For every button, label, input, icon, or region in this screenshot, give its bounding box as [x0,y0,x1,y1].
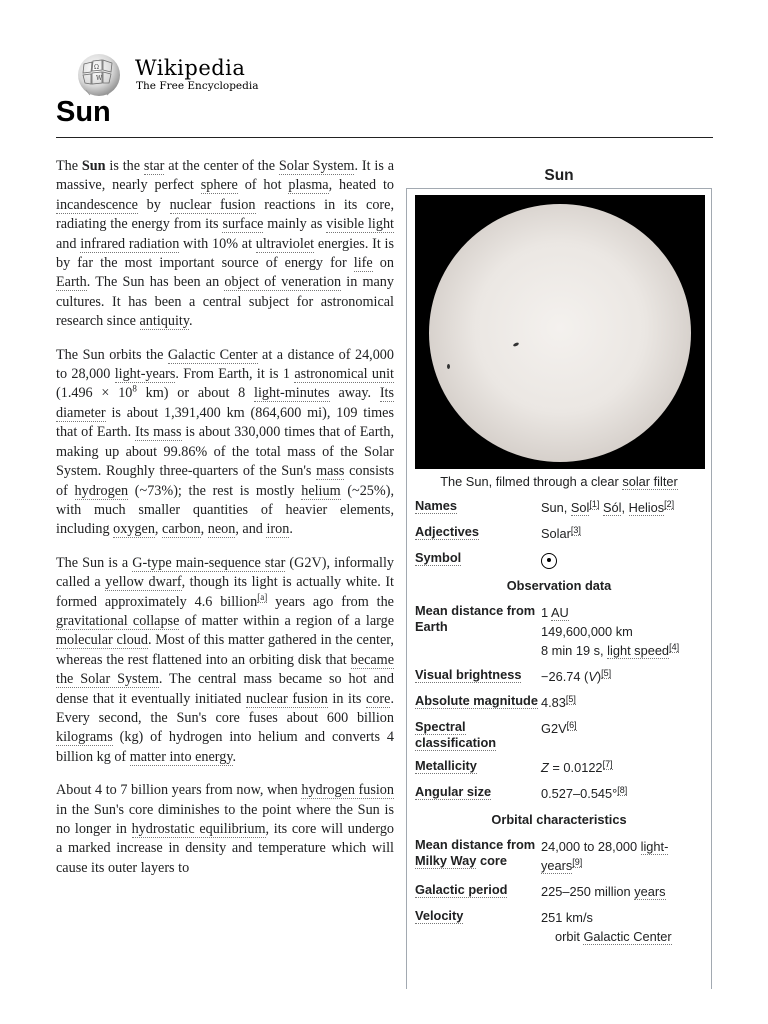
label-absolute-magnitude[interactable]: Absolute magnitude [415,693,538,708]
link-oxygen[interactable]: oxygen [113,521,155,538]
value: Solar [541,526,571,541]
ref-4[interactable]: [4] [669,641,680,652]
text: , though its light is actually white. It formed approximately 4.6 billion [56,574,394,610]
link-nuclear-fusion[interactable]: nuclear fusion [169,196,256,213]
text: , [200,521,208,538]
text: −26.74 ( [541,669,589,684]
infobox-table [415,495,703,950]
text: is the [105,158,144,174]
text: 251 km/s [541,910,593,925]
link-mass[interactable]: mass [316,463,345,480]
value: G2V [541,721,567,736]
link-milky-way[interactable]: Milky Way [415,853,477,868]
text: , and [235,521,267,538]
value: 4.83 [541,695,566,710]
page-title: Sun [56,96,111,128]
link-kilograms[interactable]: kilograms [56,729,113,746]
sunspot [447,364,450,369]
text: . From Earth, it is 1 [175,366,295,383]
link-surface[interactable]: surface [222,216,264,233]
site-wordmark[interactable]: Wikipedia [135,56,246,80]
infobox-frame [406,188,712,989]
link-yellow-dwarf[interactable]: yellow dwarf [105,574,182,591]
text: core [476,853,507,868]
text: The Sun is a [56,554,133,571]
link-solar-filter[interactable]: solar filter [622,474,678,489]
text: The [56,158,82,174]
ref-6[interactable]: [6] [566,719,577,730]
link-nuclear-fusion-2[interactable]: nuclear fusion [246,690,328,707]
link-gravitational-collapse[interactable]: gravitational collapse [56,612,180,629]
label-galactic-period[interactable]: Galactic period [415,882,508,897]
label-spectral-classification[interactable]: Spectral classification [415,719,497,750]
text: . Every second, the Sun's core fuses about 600 billion [56,690,394,726]
ref-9[interactable]: [9] [572,856,583,867]
ref-3[interactable]: [3] [570,524,581,535]
text: at a distance of 24,000 to 28,000 [56,346,394,383]
text: Z [541,760,549,775]
text: V [588,669,597,684]
sun-image[interactable] [415,195,705,469]
text: on [372,255,394,272]
caption-text: The Sun, filmed through a clear [440,474,623,489]
text: of matter within a region of a large [179,612,395,629]
text: 149,600,000 km [541,624,633,639]
text: 225–250 million [541,884,635,899]
value: 0.527–0.545° [541,786,618,801]
paragraph-orbit [56,346,394,540]
text: 24,000 to 28,000 [541,839,641,854]
text: in the Sun's core diminishes to the point where the Sun is no longer in [56,801,394,837]
text: . [289,521,293,538]
paragraph-future [56,781,394,878]
text: , [154,521,163,538]
row-adjectives [415,521,703,547]
text: 1 [541,605,551,620]
link-ultraviolet[interactable]: ultraviolet [255,235,315,252]
section-header-orbital: Orbital characteristics [491,812,627,827]
text: consists of [56,463,394,499]
text: About 4 to 7 billion years from now, when [56,782,302,799]
link-molecular-cloud[interactable]: molecular cloud [56,632,148,649]
wikipedia-globe-icon[interactable] [74,52,124,98]
text: , [621,500,629,515]
link-astronomical-unit[interactable]: astronomical unit [294,366,394,383]
text: (~73%); the rest is mostly [128,482,302,499]
row-velocity [415,905,703,950]
exponent: 8 [132,383,137,394]
link-galactic-center-2[interactable]: Galactic Center [583,929,672,944]
text: of hot [237,177,289,194]
text: away. [329,385,380,402]
text: energies. It is by far the most important source of energy for [56,235,394,272]
text: (~25%), with much smaller quantities of heavier elements, including [56,482,394,538]
image-caption [415,474,703,492]
link-incandescence[interactable]: incandescence [56,196,138,213]
paragraph-intro [56,157,394,332]
text: by [137,196,170,213]
link-sphere[interactable]: sphere [200,177,238,194]
text: mainly as [263,216,327,233]
text: in its [327,690,367,707]
text: 8 min 19 s, [541,643,608,658]
link-matter-into-energy[interactable]: matter into energy [129,748,233,765]
text: is about 330,000 times that of Earth, making up about 99.86% of the total mass of the Solar System. Roughly three-quarters of the Sun's [56,424,394,480]
row-angular-size [415,781,703,807]
link-light-speed[interactable]: light speed [607,643,670,658]
ref-1[interactable]: [1] [589,498,600,509]
text: The Sun orbits the [56,346,168,363]
text: ) [596,669,602,684]
infobox [406,160,712,989]
label-metallicity[interactable]: Metallicity [415,758,477,773]
link-plasma[interactable]: plasma [288,177,329,194]
text: orbit [555,929,584,944]
sun-symbol-icon [541,553,557,569]
text: (1.496 × 10 [56,385,133,402]
link-iron[interactable]: iron [266,521,290,538]
ref-8[interactable]: [8] [617,784,628,795]
link-light-minutes[interactable]: light-minutes [254,385,330,402]
title-divider [56,137,713,138]
link-helios[interactable]: Helios [628,500,665,515]
section-observation [415,573,703,600]
link-neon[interactable]: neon [207,521,236,538]
label-angular-size[interactable]: Angular size [415,784,492,799]
link-helium[interactable]: helium [301,482,341,499]
text: , its core will undergo a marked increase in density and temperature which will cause its outer layers to [56,821,395,876]
link-infrared-radiation[interactable]: infrared radiation [80,235,180,252]
link-object-of-veneration[interactable]: object of veneration [224,274,342,291]
text: Mean distance from [415,837,536,852]
ref-2[interactable]: [2] [664,498,675,509]
article-body [56,157,394,892]
link-earth[interactable]: Earth [56,274,87,291]
footnote-a[interactable]: [a] [257,591,268,602]
link-galactic-center[interactable]: Galactic Center [167,346,258,363]
label-symbol[interactable]: Symbol [415,550,462,565]
link-carbon[interactable]: carbon [162,521,201,538]
text: km) or about 8 [136,385,255,402]
text: . The Sun has been an [86,274,225,291]
svg-text:W: W [96,75,103,82]
text: (kg) of hydrogen into helium and converts 4 billion kg of [56,729,394,765]
sunspot [513,342,520,347]
link-hydrogen-fusion[interactable]: hydrogen fusion [301,782,394,799]
link-light-years-2[interactable]: light-years [541,839,669,873]
link-years[interactable]: years [634,884,666,899]
link-core[interactable]: core [366,690,391,707]
link-star[interactable]: star [143,158,165,174]
svg-text:Ω: Ω [94,64,99,71]
text: . [189,313,193,330]
link-sol[interactable]: Sol [570,500,590,515]
link-its-diameter[interactable]: Its diameter [56,385,394,421]
row-milky-way-distance [415,834,703,879]
text: and [56,235,81,252]
link-its-mass[interactable]: Its mass [135,424,182,441]
bold-term: Sun [81,158,106,174]
row-metallicity [415,755,703,781]
link-au[interactable]: AU [550,605,569,620]
label-visual-brightness[interactable]: Visual brightness [415,667,522,682]
text: . It is a massive, nearly perfect [56,158,394,194]
row-symbol [415,547,703,573]
ref-7[interactable]: [7] [602,758,613,769]
label-velocity[interactable]: Velocity [415,908,464,923]
text: . Most of this matter gathered in the center, whereas the rest flattened into an orbiting disk that [56,632,394,668]
text: reactions in its core, radiating the energy from its [56,196,395,233]
text: . The central mass became so hot and dense that it eventually initiated [56,671,394,707]
row-visual-brightness [415,664,703,690]
row-mean-distance [415,600,703,664]
link-hydrogen[interactable]: hydrogen [74,482,129,499]
link-g-type-main-sequence-star[interactable]: G-type main-sequence star [132,554,286,571]
link-life[interactable]: life [353,255,373,272]
section-orbital [415,807,703,834]
section-header-observation: Observation data [506,578,612,593]
row-spectral [415,716,703,755]
text: . [232,748,237,765]
sun-disc [429,204,691,462]
text: with 10% at [179,235,256,252]
text: , heated to [328,177,394,194]
row-galactic-period [415,879,703,905]
ref-5b[interactable]: [5] [565,693,576,704]
text: years ago from the [267,593,394,610]
link-became-the-solar-system[interactable]: became the Solar System [56,651,394,688]
label-names[interactable]: Names [415,498,457,513]
row-absolute-magnitude [415,690,703,716]
link-light-years[interactable]: light-years [114,366,176,383]
text: at the center of the [164,158,279,174]
text: (G2V), informally called a [56,554,394,591]
text: is about 1,391,400 km (864,600 mi), 109 times that of Earth. [56,404,394,441]
link-hydrostatic-equilibrium[interactable]: hydrostatic equilibrium [131,821,266,837]
label-adjectives[interactable]: Adjectives [415,524,480,539]
infobox-title: Sun [544,167,574,184]
paragraph-formation [56,554,394,767]
label-mean-distance: Mean distance from Earth [415,603,536,634]
value: = 0.0122 [548,760,603,775]
site-tagline: The Free Encyclopedia [136,80,259,92]
text: Sun, [541,500,571,515]
link-visible-light[interactable]: visible light [326,216,394,233]
link-antiquity[interactable]: antiquity [139,313,190,330]
text: in many cultures. It has been a central subject for astronomical research since [56,274,394,330]
link-sol-norse[interactable]: Sól [602,500,622,515]
link-solar-system[interactable]: Solar System [278,158,355,174]
ref-5[interactable]: [5] [601,667,612,678]
row-names [415,495,703,521]
